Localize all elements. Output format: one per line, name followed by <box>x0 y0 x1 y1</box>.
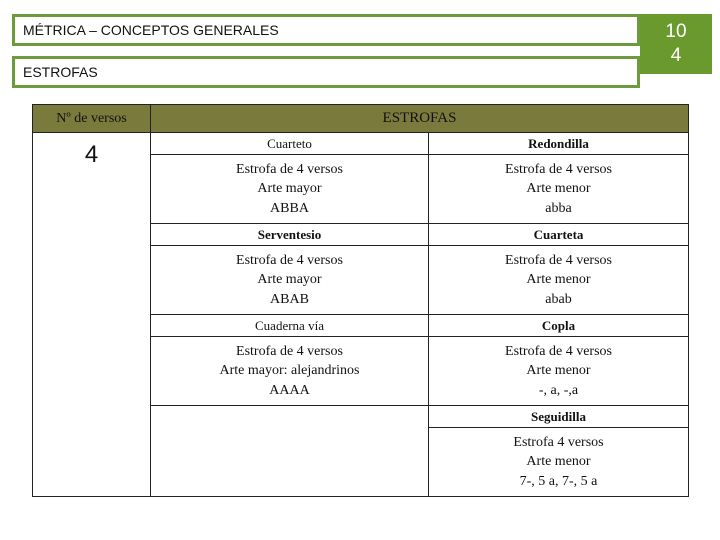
description-line: ABBA <box>270 200 309 216</box>
description-line: ABAB <box>270 291 309 307</box>
table-row <box>33 133 689 155</box>
description-line: Arte menor <box>526 454 591 470</box>
empty-cell <box>151 406 429 497</box>
description-line: Arte mayor <box>257 272 322 288</box>
description-line: abba <box>545 200 572 216</box>
description-line: 7-, 5 a, 7-, 5 a <box>519 473 598 489</box>
description-line: Arte menor <box>526 363 591 379</box>
description-line: AAAA <box>269 382 310 398</box>
strophe-name: Serventesio <box>151 224 429 246</box>
description-line: Estrofa de 4 versos <box>236 161 343 177</box>
strophe-description <box>151 155 429 224</box>
description-line: Estrofa de 4 versos <box>236 252 343 268</box>
strophe-description <box>429 428 689 497</box>
page-number-line1: 10 <box>665 21 687 42</box>
page-number-line2: 4 <box>670 45 682 66</box>
description-line: Arte menor <box>526 272 591 288</box>
description-line: Arte mayor <box>257 181 322 197</box>
strophe-name: Seguidilla <box>429 406 689 428</box>
title-bar <box>12 14 640 46</box>
strophe-name: Redondilla <box>429 133 689 155</box>
table-header-row <box>33 105 689 133</box>
description-line: abab <box>545 291 572 307</box>
strophe-description <box>151 337 429 406</box>
col-header-verse-count: Nº de versos <box>33 105 151 133</box>
verse-count-cell: 4 <box>33 133 151 497</box>
strophe-description <box>429 155 689 224</box>
strophe-name: Cuarteta <box>429 224 689 246</box>
description-line: Arte menor <box>526 181 591 197</box>
strophe-description <box>151 246 429 315</box>
page-title: MÉTRICA – CONCEPTOS GENERALES <box>23 22 279 38</box>
strophe-name: Cuaderna vía <box>151 315 429 337</box>
strophe-description <box>429 246 689 315</box>
description-line: Arte mayor: alejandrinos <box>219 363 360 379</box>
col-header-strophes: ESTROFAS <box>151 105 689 133</box>
strophe-name: Cuarteto <box>151 133 429 155</box>
description-line: Estrofa 4 versos <box>513 434 604 450</box>
strophe-name: Copla <box>429 315 689 337</box>
page-number-badge <box>640 14 712 74</box>
description-line: Estrofa de 4 versos <box>505 252 612 268</box>
description-line: Estrofa de 4 versos <box>236 343 343 359</box>
strophe-description <box>429 337 689 406</box>
description-line: -, a, -,a <box>538 382 579 398</box>
strophe-table <box>32 104 689 497</box>
page-subtitle: ESTROFAS <box>23 64 98 80</box>
description-line: Estrofa de 4 versos <box>505 343 612 359</box>
description-line: Estrofa de 4 versos <box>505 161 612 177</box>
subtitle-bar <box>12 56 640 88</box>
